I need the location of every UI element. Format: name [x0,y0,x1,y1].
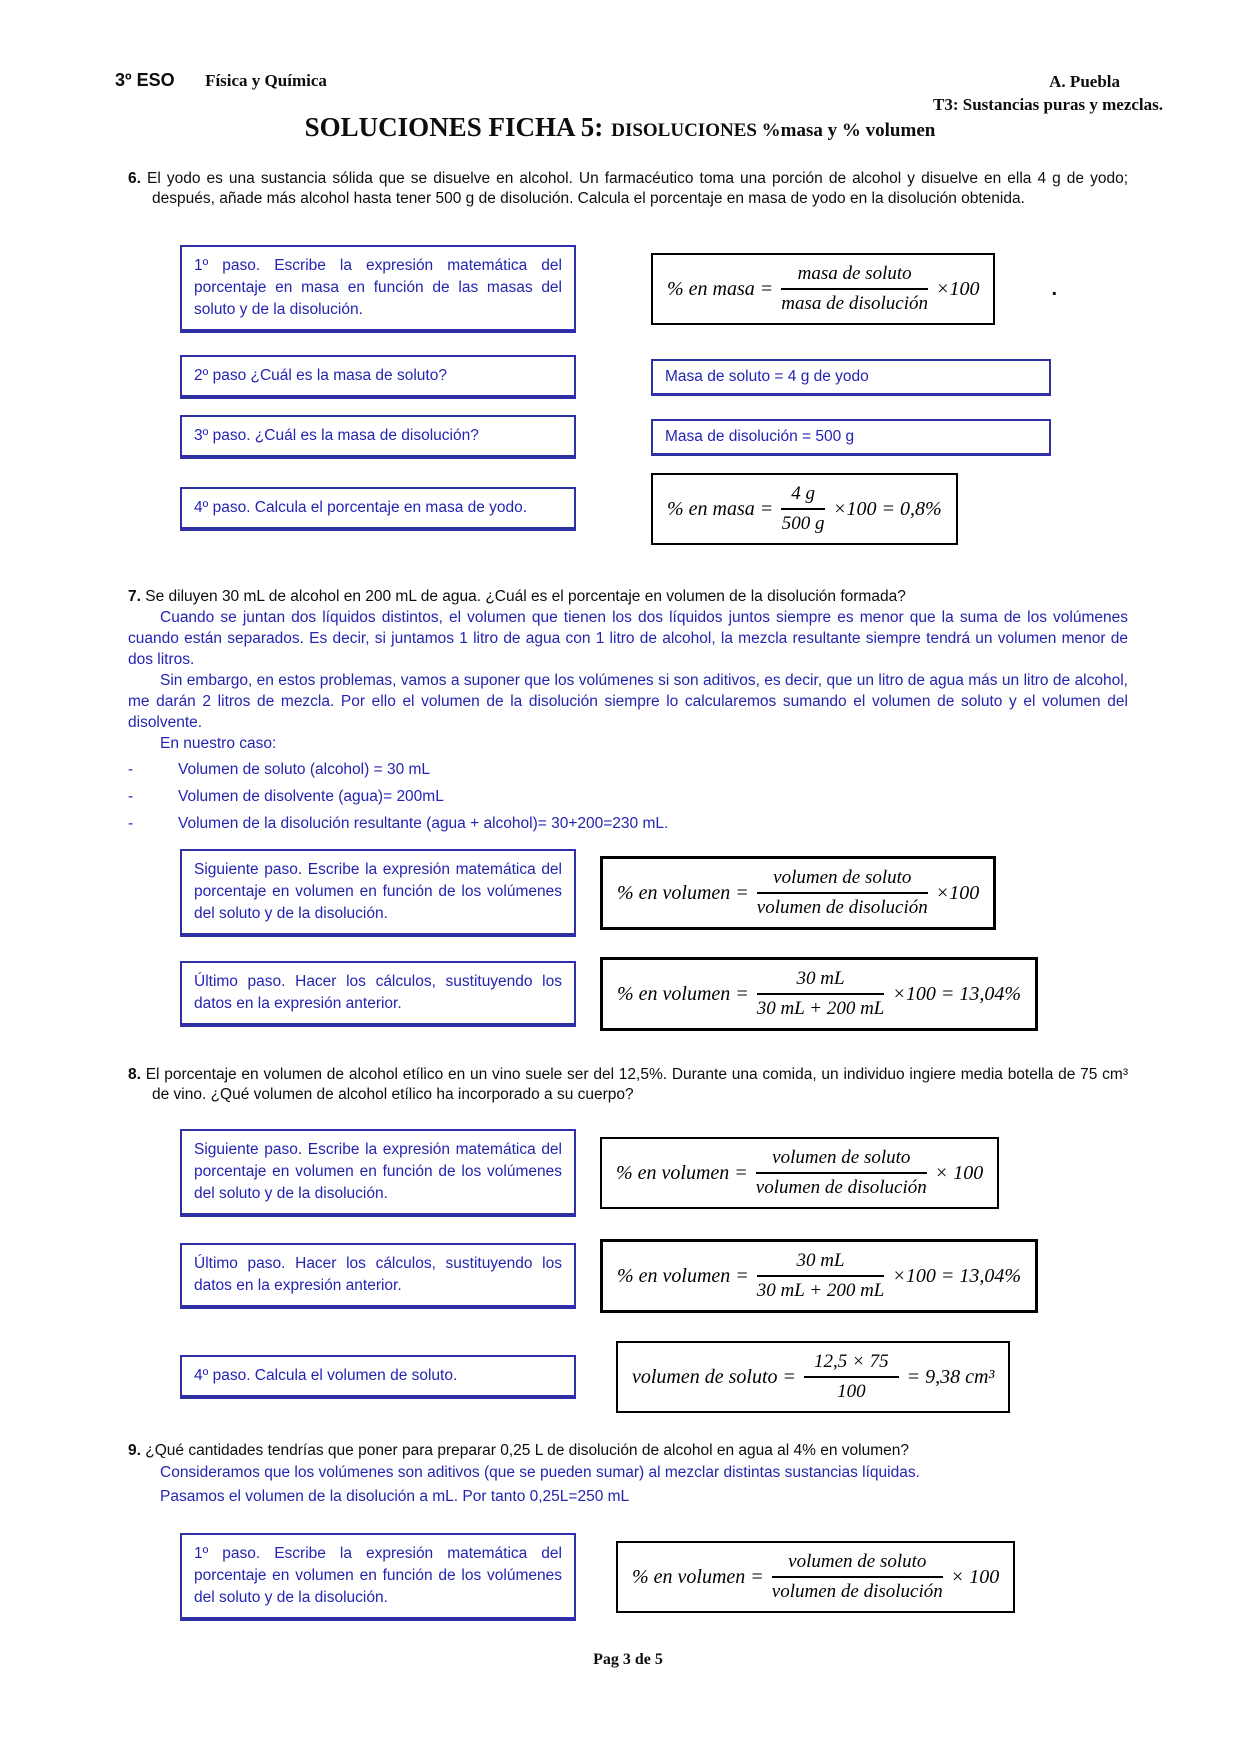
formula-lhs: % en masa = [667,277,774,300]
p6-step-2-box [180,355,576,399]
list-item [128,756,1128,783]
p9-step-1-box [180,1533,576,1621]
formula-lhs: % en volumen = [617,1264,749,1287]
fraction-denominator: 30 mL + 200 mL [756,998,885,1019]
fraction-numerator: 12,5 × 75 [804,1351,899,1378]
formula-rhs: ×100 = 0,8% [833,497,942,520]
p8-step-3-text: 4º paso. Calcula el volumen de soluto. [194,1367,458,1384]
problem-6-number: 6. [128,170,141,187]
fraction-denominator: volumen de disolución [755,1177,927,1198]
p6-answer-solute-mass: Masa de soluto = 4 g de yodo [651,359,1051,396]
p7-step-1-text: Siguiente paso. Escribe la expresión matemática del porcentaje en volumen en función de los volúmenes del soluto y de la disolución. [194,861,562,922]
p6-row-4-right [651,473,958,545]
p6-step-3-text: 3º paso. ¿Cuál es la masa de disolución? [194,427,479,444]
p6-row-1 [180,245,1128,333]
page-title-sub: DISOLUCIONES %masa y % volumen [611,120,936,141]
problem-9-statement [128,1441,1128,1461]
p8-row-3 [180,1341,1128,1413]
formula-rhs: ×100 = 13,04% [892,982,1022,1005]
formula-lhs: % en masa = [667,497,774,520]
p6-row-1-right [651,253,1057,325]
formula-lhs: volumen de soluto = [632,1365,797,1388]
p7-data-list [128,756,1128,837]
p6-step-2-text: 2º paso ¿Cuál es la masa de soluto? [194,367,447,384]
fraction-numerator: 30 mL [757,1250,885,1277]
problem-7-number: 7. [128,588,141,605]
p8-step-1-text: Siguiente paso. Escribe la expresión matemática del porcentaje en volumen en función de los volúmenes del soluto y de la disolución. [194,1141,562,1202]
p7-formula-volume-result [600,957,1038,1031]
page-number: Pag 3 de 5 [593,1651,663,1668]
formula-lhs: % en volumen = [617,881,749,904]
formula-fraction [757,968,885,1020]
fraction-numerator: 30 mL [757,968,885,995]
p7-step-2-text: Último paso. Hacer los cálculos, sustituyendo los datos en la expresión anterior. [194,973,562,1012]
p6-formula-mass-definition [651,253,995,325]
fraction-numerator: volumen de soluto [757,867,928,894]
p6-step-4-text: 4º paso. Calcula el porcentaje en masa de yodo. [194,499,528,516]
list-item-text: Volumen de soluto (alcohol) = 30 mL [178,761,431,778]
p9-explanation-line-1: Consideramos que los volúmenes son aditivos (que se pueden sumar) al mezclar distintas sustancias líquidas. [160,1464,920,1481]
formula-rhs: ×100 [935,277,980,300]
p9-row-1-right [616,1541,1015,1613]
p8-row-2 [180,1239,1128,1313]
formula-rhs: ×100 [935,881,980,904]
p6-answer-solution-mass: Masa de disolución = 500 g [651,419,1051,456]
problem-7-text: Se diluyen 30 mL de alcohol en 200 mL de agua. ¿Cuál es el porcentaje en volumen de la disolución formada? [145,588,906,605]
formula-fraction [781,263,928,315]
p6-step-1-text: 1º paso. Escribe la expresión matemática del porcentaje en masa en función de las masas del soluto y de la disolución. [194,257,562,318]
p8-row-3-right [616,1341,1010,1413]
p7-row-1 [180,849,1128,937]
p6-formula-mass-result [651,473,958,545]
p9-row-1 [180,1533,1128,1621]
p9-step-1-text: 1º paso. Escribe la expresión matemática del porcentaje en volumen en función de los volúmenes del soluto y de la disolución. [194,1545,562,1606]
fraction-denominator: 100 [837,1381,866,1402]
formula-fraction [804,1351,899,1403]
course-label: 3º ESO [115,70,175,90]
unit-label: T3: Sustancias puras y mezclas. [933,95,1163,114]
fraction-denominator: 500 g [781,513,825,534]
p6-step-3-box [180,415,576,459]
subject-label: Física y Química [205,71,327,90]
formula-rhs: × 100 [950,1565,1000,1588]
fraction-numerator: 4 g [781,483,825,510]
problem-9-text: ¿Qué cantidades tendrías que poner para preparar 0,25 L de disolución de alcohol en agua al 4% en volumen? [145,1442,910,1459]
formula-rhs: × 100 [934,1161,984,1184]
formula-fraction [781,483,825,535]
formula-rhs: = 9,38 cm³ [906,1365,995,1388]
formula-rhs: ×100 = 13,04% [892,1264,1022,1287]
p6-step-1-box [180,245,576,333]
list-item-text: Volumen de la disolución resultante (agua + alcohol)= 30+200=230 mL. [178,815,669,832]
p8-row-1-right [600,1137,999,1209]
p9-formula-volume-definition [616,1541,1015,1613]
fraction-denominator: 30 mL + 200 mL [756,1280,885,1301]
stray-period: . [1051,277,1058,300]
list-item-text: Volumen de disolvente (agua)= 200mL [178,788,444,805]
dash-marker: - [128,815,134,832]
fraction-numerator: masa de soluto [781,263,928,290]
p8-row-2-right [600,1239,1038,1313]
p8-step-2-text: Último paso. Hacer los cálculos, sustituyendo los datos en la expresión anterior. [194,1255,562,1294]
formula-lhs: % en volumen = [617,982,749,1005]
header-left [115,70,327,91]
problem-6-text: El yodo es una sustancia sólida que se disuelve en alcohol. Un farmacéutico toma una porción de alcohol y disuelve en ella 4 g de yodo; después, añade más alcohol hasta tener 500 g de disolución. Calcula el porcentaje en masa de yodo en la disolución obtenida. [147,170,1129,207]
p8-formula-volume-result [600,1239,1038,1313]
formula-lhs: % en volumen = [632,1565,764,1588]
author-name: A. Puebla [1049,72,1120,91]
p8-formula-volume-definition [600,1137,999,1209]
formula-fraction [756,1147,927,1199]
p6-row-2-right [651,359,1051,396]
problem-8-number: 8. [128,1066,141,1083]
p7-row-2-right [600,957,1038,1031]
worksheet-content [0,169,1240,1669]
p7-row-2 [180,957,1128,1031]
formula-lhs: % en volumen = [616,1161,748,1184]
p6-row-2 [180,355,1128,399]
p8-step-1-box [180,1129,576,1217]
list-item [128,783,1128,810]
dash-marker: - [128,788,134,805]
fraction-denominator: volumen de disolución [771,1581,943,1602]
p9-explanation-line-2: Pasamos el volumen de la disolución a mL. Por tanto 0,25L=250 mL [160,1488,630,1505]
p7-step-1-box [180,849,576,937]
p7-explanation-paragraph-2: Sin embargo, en estos problemas, vamos a suponer que los volúmenes si son aditivos, es decir, que un litro de agua más un litro de alcohol, me darán 2 litros de mezcla. Por ello el volumen de la disolución siempre lo calcularemos sumando el volumen de soluto y el volumen del disolvente. [128,672,1128,731]
problem-8-statement [128,1065,1128,1105]
p8-step-2-box [180,1243,576,1309]
fraction-numerator: volumen de soluto [772,1551,943,1578]
p7-row-1-right [600,856,996,930]
fraction-denominator: volumen de disolución [756,897,928,918]
p7-explanation-paragraph-1: Cuando se juntan dos líquidos distintos, el volumen que tienen los dos líquidos juntos siempre es menor que la suma de los volúmenes cuando están separados. Es decir, si juntamos 1 litro de agua con 1 litro de alcohol, la mezcla resultante siempre tendrá un volumen menor de dos litros. [128,609,1128,668]
p7-step-2-box [180,961,576,1027]
problem-9-number: 9. [128,1442,141,1459]
p8-row-1 [180,1129,1128,1217]
formula-fraction [757,867,928,919]
formula-fraction [757,1250,885,1302]
p7-formula-volume-definition [600,856,996,930]
p7-explanation-paragraph-3: En nuestro caso: [160,735,277,752]
problem-8-text: El porcentaje en volumen de alcohol etílico en un vino suele ser del 12,5%. Durante una comida, un individuo ingiere media botella de 75 cm³ de vino. ¿Qué volumen de alcohol etílico ha incorporado a su cuerpo? [145,1066,1128,1103]
fraction-numerator: volumen de soluto [756,1147,927,1174]
p8-step-3-box [180,1355,576,1399]
formula-fraction [772,1551,943,1603]
p8-formula-solute-volume [616,1341,1010,1413]
p6-step-4-box [180,487,576,531]
dash-marker: - [128,761,134,778]
p6-row-4 [180,473,1128,545]
page-title-main: SOLUCIONES FICHA 5: [304,112,604,142]
problem-6-statement [128,169,1128,209]
problem-7-statement [128,587,1128,607]
p6-row-3-right [651,419,1051,456]
fraction-denominator: masa de disolución [781,293,928,314]
list-item [128,810,1128,837]
p6-row-3 [180,415,1128,459]
